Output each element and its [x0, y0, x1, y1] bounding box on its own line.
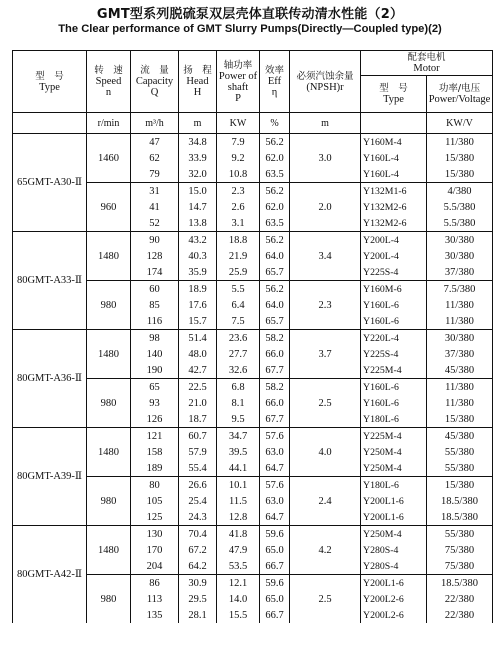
- power-cell: 7.9: [217, 134, 260, 151]
- header-speed: 转 速 Speed n: [87, 51, 131, 113]
- power-cell: 39.5: [217, 444, 260, 460]
- eff-cell: 66.0: [260, 395, 290, 411]
- eff-cell: 64.0: [260, 297, 290, 313]
- npsh-cell: 2.0: [290, 183, 361, 232]
- power-cell: 3.1: [217, 215, 260, 232]
- eff-cell: 57.6: [260, 477, 290, 494]
- table-header: [13, 51, 493, 134]
- performance-table: [12, 50, 493, 623]
- power-voltage-cell: 11/380: [427, 297, 493, 313]
- eff-cell: 65.0: [260, 542, 290, 558]
- motor-type-cell: Y200L-4: [361, 232, 427, 249]
- pump-type-cell: 80GMT-A39-Ⅱ: [13, 428, 87, 526]
- power-voltage-cell: 4/380: [427, 183, 493, 200]
- head-cell: 64.2: [179, 558, 217, 575]
- speed-cell: 960: [87, 183, 131, 232]
- power-cell: 8.1: [217, 395, 260, 411]
- eff-cell: 58.2: [260, 330, 290, 347]
- capacity-cell: 170: [131, 542, 179, 558]
- pump-type-cell: 80GMT-A42-Ⅱ: [13, 526, 87, 624]
- eff-cell: 64.7: [260, 460, 290, 477]
- speed-cell: 980: [87, 575, 131, 624]
- power-voltage-cell: 45/380: [427, 362, 493, 379]
- page-title: GMT型系列脱硫泵双层壳体直联传动清水性能（2）: [96, 7, 404, 22]
- capacity-cell: 85: [131, 297, 179, 313]
- power-voltage-cell: 30/380: [427, 248, 493, 264]
- motor-type-cell: Y160L-6: [361, 313, 427, 330]
- unit-type: [13, 113, 87, 134]
- capacity-cell: 140: [131, 346, 179, 362]
- motor-type-cell: Y250M-4: [361, 526, 427, 543]
- capacity-cell: 128: [131, 248, 179, 264]
- power-voltage-cell: 5.5/380: [427, 215, 493, 232]
- power-voltage-cell: 15/380: [427, 150, 493, 166]
- speed-cell: 980: [87, 379, 131, 428]
- motor-type-cell: Y200L2-6: [361, 607, 427, 623]
- capacity-cell: 204: [131, 558, 179, 575]
- power-voltage-cell: 5.5/380: [427, 199, 493, 215]
- power-cell: 15.5: [217, 607, 260, 623]
- head-cell: 21.0: [179, 395, 217, 411]
- head-cell: 34.8: [179, 134, 217, 151]
- table-row: [13, 330, 493, 347]
- power-cell: 14.0: [217, 591, 260, 607]
- eff-cell: 67.7: [260, 411, 290, 428]
- header-eff: 效率 Eff η: [260, 51, 290, 113]
- power-voltage-cell: 18.5/380: [427, 575, 493, 592]
- npsh-cell: 3.4: [290, 232, 361, 281]
- head-cell: 48.0: [179, 346, 217, 362]
- head-cell: 67.2: [179, 542, 217, 558]
- npsh-cell: 2.3: [290, 281, 361, 330]
- head-cell: 42.7: [179, 362, 217, 379]
- power-cell: 12.1: [217, 575, 260, 592]
- power-voltage-cell: 15/380: [427, 166, 493, 183]
- motor-type-cell: Y160M-6: [361, 281, 427, 298]
- header-head: 扬 程 Head H: [179, 51, 217, 113]
- eff-cell: 67.7: [260, 362, 290, 379]
- power-cell: 6.8: [217, 379, 260, 396]
- motor-type-cell: Y225S-4: [361, 264, 427, 281]
- eff-cell: 59.6: [260, 526, 290, 543]
- power-cell: 18.8: [217, 232, 260, 249]
- npsh-cell: 2.5: [290, 575, 361, 624]
- unit-head: m: [179, 113, 217, 134]
- power-cell: 9.5: [217, 411, 260, 428]
- pump-type-cell: 80GMT-A33-Ⅱ: [13, 232, 87, 330]
- head-cell: 13.8: [179, 215, 217, 232]
- head-cell: 35.9: [179, 264, 217, 281]
- capacity-cell: 158: [131, 444, 179, 460]
- npsh-cell: 2.5: [290, 379, 361, 428]
- header-npsh: 必须汽蚀余量 (NPSH)r: [290, 51, 361, 113]
- capacity-cell: 90: [131, 232, 179, 249]
- power-voltage-cell: 37/380: [427, 264, 493, 281]
- capacity-cell: 126: [131, 411, 179, 428]
- motor-type-cell: Y160M-4: [361, 134, 427, 151]
- power-cell: 2.6: [217, 199, 260, 215]
- capacity-cell: 113: [131, 591, 179, 607]
- power-cell: 44.1: [217, 460, 260, 477]
- npsh-cell: 4.2: [290, 526, 361, 575]
- power-voltage-cell: 55/380: [427, 526, 493, 543]
- power-cell: 9.2: [217, 150, 260, 166]
- power-voltage-cell: 15/380: [427, 411, 493, 428]
- motor-type-cell: Y250M-4: [361, 444, 427, 460]
- eff-cell: 65.0: [260, 591, 290, 607]
- head-cell: 17.6: [179, 297, 217, 313]
- head-cell: 32.0: [179, 166, 217, 183]
- power-voltage-cell: 75/380: [427, 542, 493, 558]
- motor-type-cell: Y160L-6: [361, 297, 427, 313]
- head-cell: 60.7: [179, 428, 217, 445]
- power-cell: 41.8: [217, 526, 260, 543]
- head-cell: 55.4: [179, 460, 217, 477]
- unit-npsh: m: [290, 113, 361, 134]
- eff-cell: 56.2: [260, 281, 290, 298]
- power-voltage-cell: 37/380: [427, 346, 493, 362]
- motor-type-cell: Y200L1-6: [361, 575, 427, 592]
- speed-cell: 980: [87, 477, 131, 526]
- motor-type-cell: Y132M2-6: [361, 199, 427, 215]
- header-motor-type: 型 号 Type: [361, 76, 427, 113]
- eff-cell: 58.2: [260, 379, 290, 396]
- motor-type-cell: Y180L-6: [361, 477, 427, 494]
- power-voltage-cell: 11/380: [427, 313, 493, 330]
- motor-type-cell: Y200L1-6: [361, 509, 427, 526]
- power-cell: 12.8: [217, 509, 260, 526]
- head-cell: 26.6: [179, 477, 217, 494]
- capacity-cell: 60: [131, 281, 179, 298]
- power-cell: 32.6: [217, 362, 260, 379]
- eff-cell: 66.7: [260, 607, 290, 623]
- eff-cell: 63.5: [260, 166, 290, 183]
- head-cell: 43.2: [179, 232, 217, 249]
- power-voltage-cell: 22/380: [427, 591, 493, 607]
- npsh-cell: 2.4: [290, 477, 361, 526]
- capacity-cell: 174: [131, 264, 179, 281]
- capacity-cell: 135: [131, 607, 179, 623]
- capacity-cell: 189: [131, 460, 179, 477]
- power-voltage-cell: 22/380: [427, 607, 493, 623]
- power-voltage-cell: 30/380: [427, 330, 493, 347]
- eff-cell: 64.0: [260, 248, 290, 264]
- speed-cell: 1480: [87, 526, 131, 575]
- table-row: [13, 232, 493, 249]
- power-voltage-cell: 55/380: [427, 444, 493, 460]
- power-voltage-cell: 11/380: [427, 395, 493, 411]
- capacity-cell: 65: [131, 379, 179, 396]
- eff-cell: 66.0: [260, 346, 290, 362]
- head-cell: 29.5: [179, 591, 217, 607]
- head-cell: 24.3: [179, 509, 217, 526]
- unit-speed: r/min: [87, 113, 131, 134]
- power-cell: 34.7: [217, 428, 260, 445]
- power-cell: 2.3: [217, 183, 260, 200]
- motor-type-cell: Y160L-4: [361, 166, 427, 183]
- motor-type-cell: Y200L2-6: [361, 591, 427, 607]
- unit-eff: %: [260, 113, 290, 134]
- eff-cell: 56.2: [260, 134, 290, 151]
- power-cell: 47.9: [217, 542, 260, 558]
- table-row: [13, 134, 493, 151]
- capacity-cell: 41: [131, 199, 179, 215]
- head-cell: 18.9: [179, 281, 217, 298]
- power-cell: 21.9: [217, 248, 260, 264]
- unit-power: KW: [217, 113, 260, 134]
- motor-type-cell: Y160L-4: [361, 150, 427, 166]
- motor-type-cell: Y200L1-6: [361, 493, 427, 509]
- table-body: [13, 134, 493, 624]
- header-motor: 配套电机 Motor: [361, 51, 493, 76]
- power-voltage-cell: 18.5/380: [427, 493, 493, 509]
- motor-type-cell: Y132M1-6: [361, 183, 427, 200]
- capacity-cell: 121: [131, 428, 179, 445]
- eff-cell: 56.2: [260, 183, 290, 200]
- npsh-cell: 3.0: [290, 134, 361, 183]
- motor-type-cell: Y225S-4: [361, 346, 427, 362]
- head-cell: 30.9: [179, 575, 217, 592]
- power-cell: 10.8: [217, 166, 260, 183]
- page-subtitle: The Clear performance of GMT Slurry Pumps(Directly—Coupled type)(2): [58, 23, 442, 35]
- eff-cell: 57.6: [260, 428, 290, 445]
- capacity-cell: 130: [131, 526, 179, 543]
- motor-type-cell: Y280S-4: [361, 542, 427, 558]
- eff-cell: 59.6: [260, 575, 290, 592]
- motor-type-cell: Y180L-6: [361, 411, 427, 428]
- power-cell: 11.5: [217, 493, 260, 509]
- power-cell: 7.5: [217, 313, 260, 330]
- capacity-cell: 190: [131, 362, 179, 379]
- speed-cell: 1480: [87, 428, 131, 477]
- power-cell: 25.9: [217, 264, 260, 281]
- eff-cell: 64.7: [260, 509, 290, 526]
- speed-cell: 1480: [87, 330, 131, 379]
- header-power: 轴功率 Power of shaft P: [217, 51, 260, 113]
- head-cell: 51.4: [179, 330, 217, 347]
- head-cell: 57.9: [179, 444, 217, 460]
- power-voltage-cell: 55/380: [427, 460, 493, 477]
- power-voltage-cell: 7.5/380: [427, 281, 493, 298]
- pump-type-cell: 80GMT-A36-Ⅱ: [13, 330, 87, 428]
- power-voltage-cell: 75/380: [427, 558, 493, 575]
- eff-cell: 63.5: [260, 215, 290, 232]
- capacity-cell: 80: [131, 477, 179, 494]
- power-voltage-cell: 18.5/380: [427, 509, 493, 526]
- capacity-cell: 98: [131, 330, 179, 347]
- unit-capacity: m³/h: [131, 113, 179, 134]
- table-row: [13, 428, 493, 445]
- capacity-cell: 79: [131, 166, 179, 183]
- motor-type-cell: Y250M-4: [361, 460, 427, 477]
- power-voltage-cell: 11/380: [427, 379, 493, 396]
- eff-cell: 63.0: [260, 444, 290, 460]
- capacity-cell: 93: [131, 395, 179, 411]
- power-cell: 5.5: [217, 281, 260, 298]
- motor-type-cell: Y200L-4: [361, 248, 427, 264]
- head-cell: 15.0: [179, 183, 217, 200]
- motor-type-cell: Y220L-4: [361, 330, 427, 347]
- head-cell: 40.3: [179, 248, 217, 264]
- head-cell: 33.9: [179, 150, 217, 166]
- pump-type-cell: 65GMT-A30-Ⅱ: [13, 134, 87, 232]
- capacity-cell: 62: [131, 150, 179, 166]
- capacity-cell: 105: [131, 493, 179, 509]
- eff-cell: 65.7: [260, 264, 290, 281]
- capacity-cell: 125: [131, 509, 179, 526]
- capacity-cell: 31: [131, 183, 179, 200]
- head-cell: 25.4: [179, 493, 217, 509]
- power-cell: 53.5: [217, 558, 260, 575]
- power-cell: 23.6: [217, 330, 260, 347]
- table-row: [13, 526, 493, 543]
- eff-cell: 65.7: [260, 313, 290, 330]
- capacity-cell: 116: [131, 313, 179, 330]
- speed-cell: 1480: [87, 232, 131, 281]
- eff-cell: 63.0: [260, 493, 290, 509]
- header-capacity: 流 量 Capacity Q: [131, 51, 179, 113]
- units-row: [13, 113, 493, 134]
- head-cell: 22.5: [179, 379, 217, 396]
- power-voltage-cell: 30/380: [427, 232, 493, 249]
- power-voltage-cell: 15/380: [427, 477, 493, 494]
- motor-type-cell: Y132M2-6: [361, 215, 427, 232]
- eff-cell: 62.0: [260, 150, 290, 166]
- speed-cell: 1460: [87, 134, 131, 183]
- power-voltage-cell: 45/380: [427, 428, 493, 445]
- motor-type-cell: Y225M-4: [361, 428, 427, 445]
- head-cell: 15.7: [179, 313, 217, 330]
- eff-cell: 56.2: [260, 232, 290, 249]
- capacity-cell: 52: [131, 215, 179, 232]
- unit-pv: KW/V: [427, 113, 493, 134]
- power-cell: 6.4: [217, 297, 260, 313]
- header-type: 型 号 Type: [13, 51, 87, 113]
- capacity-cell: 86: [131, 575, 179, 592]
- head-cell: 28.1: [179, 607, 217, 623]
- header-motor-pv: 功率/电压 Power/Voltage: [427, 76, 493, 113]
- npsh-cell: 4.0: [290, 428, 361, 477]
- head-cell: 18.7: [179, 411, 217, 428]
- motor-type-cell: Y280S-4: [361, 558, 427, 575]
- head-cell: 70.4: [179, 526, 217, 543]
- capacity-cell: 47: [131, 134, 179, 151]
- speed-cell: 980: [87, 281, 131, 330]
- eff-cell: 62.0: [260, 199, 290, 215]
- motor-type-cell: Y160L-6: [361, 379, 427, 396]
- motor-type-cell: Y225M-4: [361, 362, 427, 379]
- power-voltage-cell: 11/380: [427, 134, 493, 151]
- power-cell: 27.7: [217, 346, 260, 362]
- npsh-cell: 3.7: [290, 330, 361, 379]
- power-cell: 10.1: [217, 477, 260, 494]
- motor-type-cell: Y160L-6: [361, 395, 427, 411]
- unit-motor-type: [361, 113, 427, 134]
- head-cell: 14.7: [179, 199, 217, 215]
- eff-cell: 66.7: [260, 558, 290, 575]
